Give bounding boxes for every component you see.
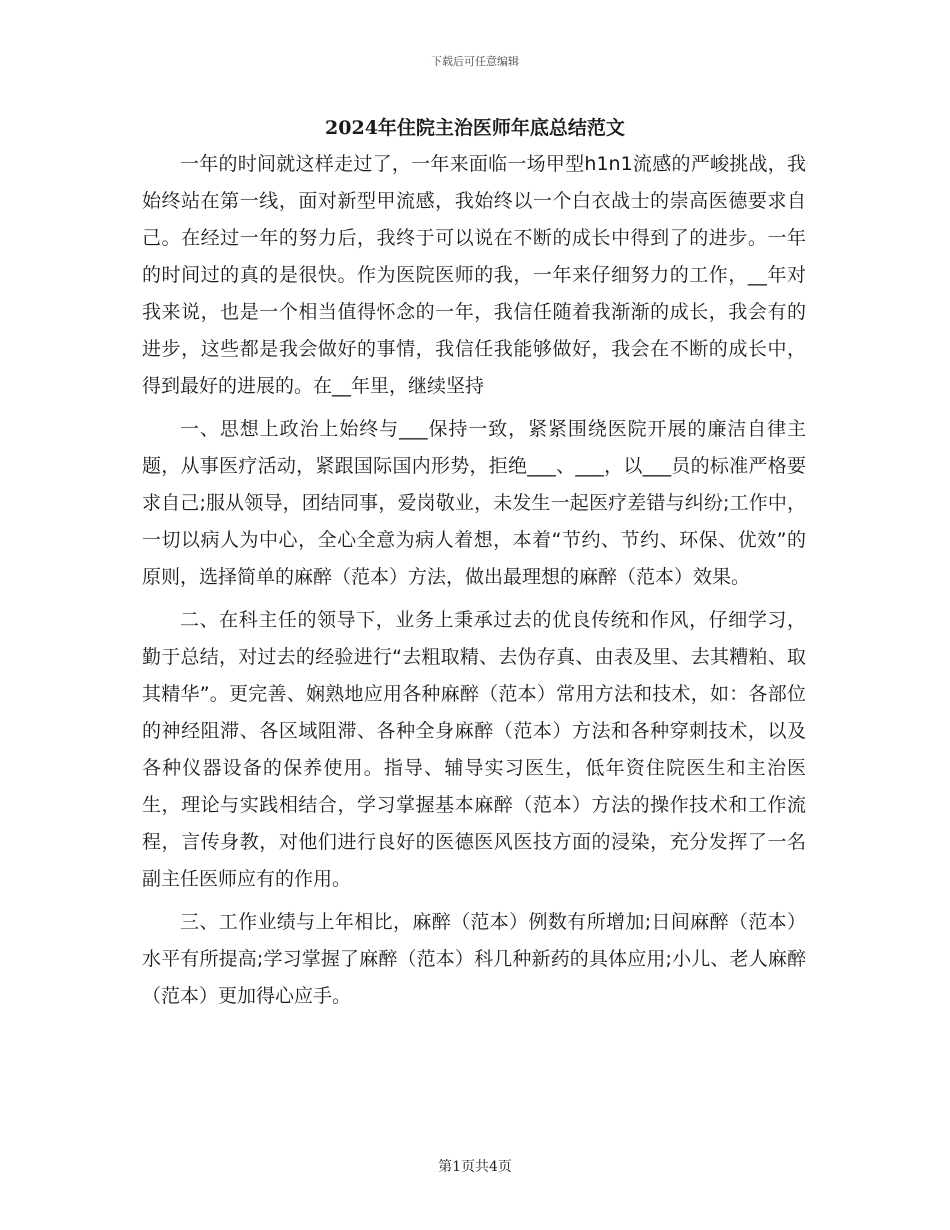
paragraph-section-1: 一、思想上政治上始终与___保持一致，紧紧围绕医院开展的廉洁自律主题，从事医疗活动，紧跟国际国内形势，拒绝___、___，以___员的标准严格要求自己;服从领导，团结同事，爱岗敬业，未发生一起医疗差错与纠纷;工作中，一切以病人为中心，全心全意为病人着想，本着“节约、节约、环保、优效”的原则，选择简单的麻醉（范本）方法，做出最理想的麻醉（范本）效果。 bbox=[142, 418, 806, 588]
paragraph-section-2: 二、在科主任的领导下，业务上秉承过去的优良传统和作风，仔细学习，勤于总结，对过去的经验进行“去粗取精、去伪存真、由表及里、去其糟粕、取其精华”。更完善、娴熟地应用各种麻醉（范本）常用方法和技术，如：各部位的神经阻滞、各区域阻滞、各种全身麻醉（范本）方法和各种穿刺技术，以及各种仪器设备的保养使用。指导、辅导实习医生，低年资住院医生和主治医生，理论与实践相结合，学习掌握基本麻醉（范本）方法的操作技术和工作流程，言传身教，对他们进行良好的医德医风医技方面的浸染，充分发挥了一名副主任医师应有的作用。 bbox=[142, 609, 806, 890]
page-number: 第1页共4页 bbox=[438, 1159, 512, 1175]
page-header-note: 下载后可任意编辑 bbox=[431, 55, 519, 68]
paragraph-section-3: 三、工作业绩与上年相比，麻醉（范本）例数有所增加;日间麻醉（范本）水平有所提高;学习掌握了麻醉（范本）科几种新药的具体应用;小儿、老人麻醉（范本）更加得心应手。 bbox=[142, 911, 806, 1007]
document-title: 2024年住院主治医师年底总结范文 bbox=[325, 117, 625, 139]
paragraph-intro: 一年的时间就这样走过了，一年来面临一场甲型h1n1流感的严峻挑战，我始终站在第一线，面对新型甲流感，我始终以一个白衣战士的崇高医德要求自己。在经过一年的努力后，我终于可以说在不断的成长中得到了的进步。一年的时间过的真的是很快。作为医院医师的我，一年来仔细努力的工作，__年对我来说，也是一个相当值得怀念的一年，我信任随着我渐渐的成长，我会有的进步，这些都是我会做好的事情，我信任我能够做好，我会在不断的成长中，得到最好的进展的。在__年里，继续坚持 bbox=[142, 153, 806, 397]
document-body bbox=[142, 146, 806, 1021]
